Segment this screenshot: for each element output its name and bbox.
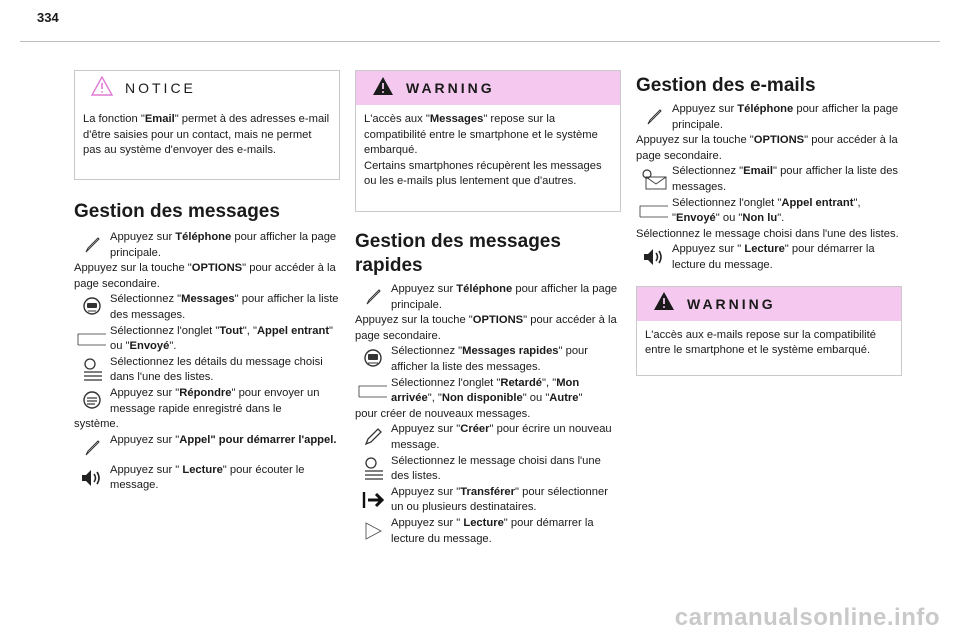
text: Appuyez sur " bbox=[672, 243, 745, 256]
text: Appuyez sur " bbox=[391, 423, 461, 436]
text: Sélectionnez l'onglet " bbox=[672, 196, 782, 209]
text: Certains smartphones récupèrent les messages ou les e-mails plus lentement que d'autres. bbox=[364, 159, 602, 188]
text-bold: OPTIONS bbox=[753, 134, 805, 147]
tab-icon bbox=[74, 324, 110, 354]
step-tab bbox=[74, 324, 340, 355]
text: " pour accéder à la page secondaire. bbox=[74, 262, 336, 290]
text: Sélectionnez l'onglet " bbox=[110, 324, 220, 337]
email-icon bbox=[636, 164, 672, 194]
step-phone bbox=[355, 282, 621, 313]
text: pour afficher la page principale. bbox=[110, 231, 337, 259]
text-bold: Messages bbox=[181, 293, 235, 306]
warning-text bbox=[356, 105, 620, 199]
text-bold: OPTIONS bbox=[472, 314, 524, 327]
text: Appuyez sur " bbox=[110, 386, 180, 399]
text-bold: Non lu bbox=[742, 212, 778, 225]
text-bold: Créer bbox=[460, 423, 490, 436]
text-bold: Appel entrant bbox=[781, 196, 854, 209]
text-bold: Email bbox=[144, 113, 175, 125]
text: " pour afficher la liste des messages. bbox=[110, 293, 339, 321]
tab-icon bbox=[355, 376, 391, 406]
text: Appuyez sur " bbox=[110, 433, 180, 446]
text: " pour démarrer la lecture du message. bbox=[391, 516, 594, 545]
step-tab bbox=[355, 376, 621, 407]
notice-title: NOTICE bbox=[125, 80, 196, 96]
paragraph-options bbox=[636, 133, 902, 164]
text-bold: Email bbox=[743, 165, 773, 178]
text: " pour démarrer la lecture du message. bbox=[672, 243, 875, 271]
notice-text bbox=[75, 105, 339, 168]
step-messages bbox=[74, 292, 340, 323]
step-tab bbox=[636, 196, 902, 227]
text-bold: Lecture bbox=[463, 516, 504, 529]
text-bold: Téléphone bbox=[175, 231, 232, 243]
text: " permet à des adresses e-mail d'être saisies pour un contact, mais ne permet pas au système d'envoyer des e-mails. bbox=[83, 113, 330, 157]
text-bold: Envoyé bbox=[129, 340, 170, 353]
text: Sélectionnez " bbox=[672, 165, 744, 178]
text: Sélectionnez " bbox=[110, 293, 182, 306]
text-bold: Envoyé bbox=[675, 212, 716, 225]
step-create bbox=[355, 422, 621, 453]
warning-triangle-icon bbox=[91, 76, 113, 101]
paragraph-systeme: système. bbox=[74, 418, 119, 431]
text: " ou " bbox=[110, 324, 334, 353]
notice-box bbox=[74, 70, 340, 180]
speaker-icon bbox=[636, 242, 672, 272]
reply-bubble-icon bbox=[74, 386, 110, 416]
text: Appuyez sur bbox=[110, 231, 176, 243]
text: ", " bbox=[242, 324, 257, 337]
text: Sélectionnez le message choisi dans l'une des listes. bbox=[391, 454, 601, 483]
text: " pour afficher la liste des messages. bbox=[391, 345, 589, 373]
pen-icon bbox=[74, 433, 110, 463]
text-bold: Non disponible bbox=[441, 392, 523, 405]
text: La fonction " bbox=[83, 113, 145, 125]
text-bold: Messages rapides bbox=[462, 345, 559, 358]
text: ", " bbox=[427, 392, 442, 405]
notice-header bbox=[75, 71, 339, 105]
sms-bubble-icon bbox=[74, 292, 110, 322]
warning-header bbox=[637, 287, 901, 321]
section-heading: Gestion des messages rapides bbox=[355, 231, 561, 276]
text: Appuyez sur " bbox=[391, 516, 464, 529]
speaker-icon bbox=[74, 463, 110, 493]
text-bold: Messages bbox=[429, 113, 484, 125]
warning-box bbox=[636, 286, 902, 376]
warning-triangle-icon bbox=[653, 291, 675, 316]
warning-title: WARNING bbox=[406, 80, 495, 96]
step-reply bbox=[74, 386, 340, 417]
warning-title: WARNING bbox=[687, 295, 776, 312]
column-left bbox=[74, 70, 340, 494]
column-right bbox=[636, 70, 902, 376]
text: " ou " bbox=[715, 212, 743, 225]
step-forward bbox=[355, 485, 621, 516]
text-bold: Appel" pour démarrer l'appel. bbox=[179, 433, 337, 446]
text: ". bbox=[777, 212, 785, 225]
text: ", " bbox=[672, 196, 861, 225]
section-heading: Gestion des messages bbox=[74, 201, 280, 222]
text-bold: Lecture bbox=[182, 463, 223, 476]
step-call bbox=[74, 433, 340, 463]
step-phone bbox=[636, 102, 902, 133]
quick-message-icon bbox=[355, 344, 391, 374]
step-play bbox=[74, 463, 340, 494]
warning-text: L'accès aux e-mails repose sur la compatibilité entre le smartphone et le système embarqué. bbox=[645, 328, 876, 357]
pen-icon bbox=[636, 102, 672, 132]
text-bold: Retardé bbox=[500, 376, 543, 389]
text: " repose sur la compatibilité entre le smartphone et le système embarqué. bbox=[364, 113, 598, 157]
play-icon bbox=[355, 516, 391, 546]
text: Appuyez sur " bbox=[391, 485, 461, 498]
text-bold: Répondre bbox=[179, 386, 232, 399]
warning-triangle-icon bbox=[372, 76, 394, 101]
text: ". bbox=[169, 340, 177, 353]
paragraph-options bbox=[74, 261, 340, 292]
step-select bbox=[355, 454, 621, 485]
section-heading: Gestion des e-mails bbox=[636, 75, 816, 96]
paragraph-options bbox=[355, 313, 621, 344]
pen-icon bbox=[355, 282, 391, 312]
column-middle bbox=[355, 70, 621, 547]
pen-icon bbox=[74, 230, 110, 260]
step-play bbox=[355, 516, 621, 547]
warning-header bbox=[356, 71, 620, 105]
step-phone bbox=[74, 230, 340, 261]
contact-list-icon bbox=[74, 355, 110, 385]
text: Appuyez sur la touche " bbox=[74, 262, 192, 275]
paragraph-select: Sélectionnez le message choisi dans l'une des listes. bbox=[636, 227, 899, 240]
text: " pour accéder à la page secondaire. bbox=[636, 134, 898, 162]
text: L'accès aux " bbox=[364, 113, 430, 125]
text-bold: Autre bbox=[549, 392, 579, 405]
text: " pour écrire un nouveau message. bbox=[391, 423, 612, 451]
text: " pour sélectionner un ou plusieurs destinataires. bbox=[391, 485, 608, 514]
text: Appuyez sur la touche " bbox=[636, 134, 754, 147]
text: " bbox=[578, 392, 583, 405]
text-bold: OPTIONS bbox=[191, 262, 243, 275]
text: ", " bbox=[542, 376, 557, 389]
text-bold: Lecture bbox=[744, 243, 785, 256]
step-details bbox=[74, 355, 340, 386]
text: Sélectionnez les détails du message choisi dans l'une des listes. bbox=[110, 355, 323, 384]
pencil-icon bbox=[355, 422, 391, 452]
text: pour afficher la page principale. bbox=[391, 283, 618, 311]
warning-box bbox=[355, 70, 621, 212]
text-bold: Tout bbox=[219, 324, 243, 337]
text-bold: Téléphone bbox=[456, 283, 513, 295]
paragraph-create: pour créer de nouveaux messages. bbox=[355, 407, 531, 420]
text: " ou " bbox=[522, 392, 550, 405]
text: pour afficher la page principale. bbox=[672, 103, 899, 131]
contact-list-icon bbox=[355, 454, 391, 484]
text: Sélectionnez l'onglet " bbox=[391, 376, 501, 389]
header-divider bbox=[20, 41, 940, 42]
step-play bbox=[636, 242, 902, 273]
step-email bbox=[636, 164, 902, 195]
text: Appuyez sur bbox=[672, 103, 738, 115]
text: Appuyez sur " bbox=[110, 463, 183, 476]
text: Appuyez sur la touche " bbox=[355, 314, 473, 327]
text: " pour afficher la liste des messages. bbox=[672, 165, 899, 193]
text: " pour écouter le message. bbox=[110, 463, 305, 492]
text-bold: Appel entrant bbox=[256, 324, 330, 337]
text-bold: Mon arrivée bbox=[391, 376, 580, 405]
text-bold: Transférer bbox=[460, 485, 516, 498]
tab-icon bbox=[636, 196, 672, 226]
text: " pour accéder à la page secondaire. bbox=[355, 314, 617, 342]
text: " pour envoyer un message rapide enregistré dans le bbox=[110, 386, 320, 415]
page-number: 334 bbox=[37, 10, 59, 25]
text: Appuyez sur bbox=[391, 283, 457, 295]
text-bold: Téléphone bbox=[737, 103, 794, 115]
watermark: carmanualsonline.info bbox=[674, 604, 940, 631]
text: Sélectionnez " bbox=[391, 345, 463, 358]
step-quick-messages bbox=[355, 344, 621, 375]
forward-arrow-icon bbox=[355, 485, 391, 515]
